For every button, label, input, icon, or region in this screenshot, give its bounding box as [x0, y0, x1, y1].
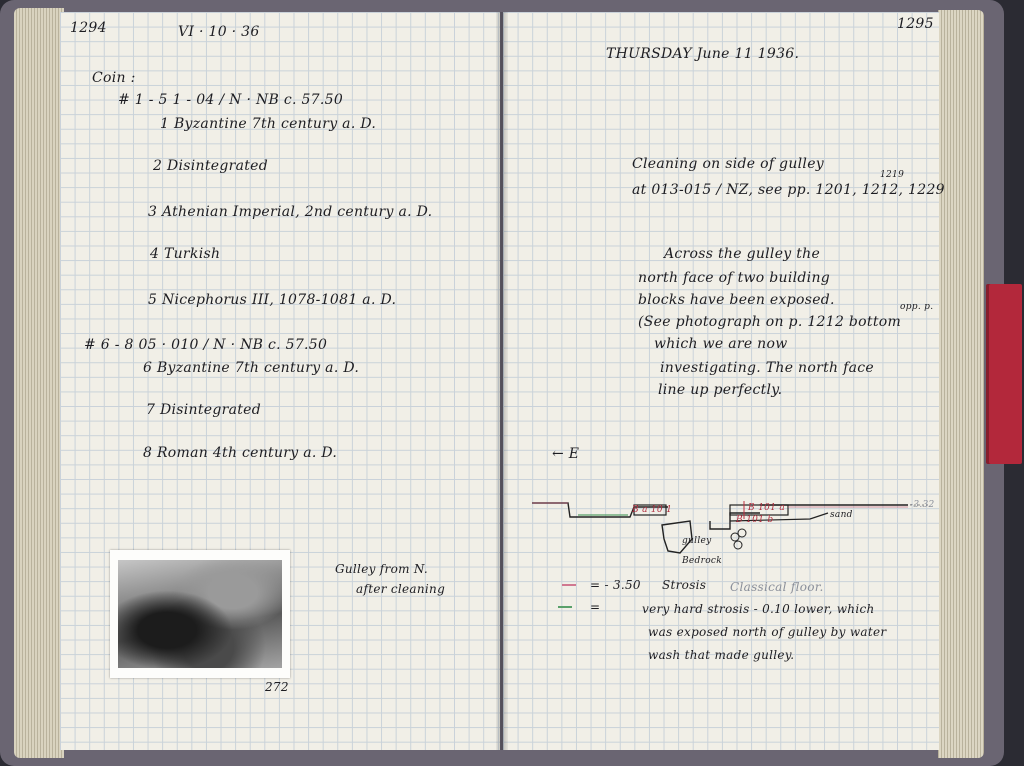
- coin-entry-3: 3 Athenian Imperial, 2nd century a. D.: [148, 204, 433, 220]
- sketch-label-gulley: gulley: [682, 536, 712, 546]
- legend-2-line3: wash that made gulley.: [648, 648, 795, 662]
- note-para2-line5: which we are now: [654, 336, 788, 352]
- note-para2-line2: north face of two building: [638, 270, 831, 286]
- coin-heading: Coin :: [92, 70, 136, 86]
- sketch-label-block-b: B 101 b: [736, 515, 774, 525]
- note-para2-margin: opp. p.: [900, 302, 934, 312]
- coin-lot-1: # 1 - 5 1 - 04 / N · NB c. 57.50: [118, 92, 344, 108]
- page-edges-right: [938, 10, 984, 758]
- legend-1-prefix: = - 3.50: [590, 578, 641, 592]
- note-para1-line1: Cleaning on side of gulley: [632, 156, 824, 172]
- photo-caption-line-1: Gulley from N.: [335, 562, 429, 576]
- right-page: [503, 12, 939, 750]
- right-page-number: 1295: [897, 16, 934, 32]
- legend-1-text: Strosis: [662, 578, 707, 592]
- sketch-label-sand: sand: [830, 510, 853, 520]
- pasted-photograph: [110, 550, 290, 678]
- coin-entry-4: 4 Turkish: [150, 246, 221, 262]
- note-para2-line7: line up perfectly.: [658, 382, 783, 398]
- direction-label: ← E: [552, 446, 580, 462]
- sketch-label-block-left: B a 10 1: [632, 505, 673, 515]
- sketch-label-level: -3.32: [910, 500, 935, 510]
- note-para2-line4: (See photograph on p. 1212 bottom: [638, 314, 902, 330]
- note-para2-line6: investigating. The north face: [660, 360, 874, 376]
- coin-entry-2: 2 Disintegrated: [153, 158, 269, 174]
- page-edges-left: [14, 8, 64, 758]
- sketch-label-block-a: B 101 a: [748, 503, 785, 513]
- legend-swatch-pink: [562, 584, 576, 586]
- photo-number: 272: [265, 680, 289, 694]
- legend-2-prefix: =: [590, 600, 601, 614]
- note-para2-line1: Across the gulley the: [664, 246, 821, 262]
- bookmark-ribbon[interactable]: [986, 284, 1022, 464]
- legend-2-line2: was exposed north of gulley by water: [648, 625, 887, 639]
- right-date-header: THURSDAY June 11 1936.: [606, 46, 800, 62]
- note-para1-line2: at 013-015 / NZ, see pp. 1201, 1212, 1229: [632, 182, 945, 198]
- photo-image-gulley: [118, 560, 282, 668]
- note-para1-superscript: 1219: [880, 170, 905, 180]
- book-gutter: [496, 12, 508, 750]
- legend-swatch-green: [558, 606, 572, 608]
- coin-entry-7: 7 Disintegrated: [146, 402, 262, 418]
- coin-entry-6: 6 Byzantine 7th century a. D.: [143, 360, 360, 376]
- left-date-header: VI · 10 · 36: [178, 24, 260, 40]
- coin-entry-1: 1 Byzantine 7th century a. D.: [160, 116, 377, 132]
- section-sketch: [530, 495, 935, 575]
- sketch-label-bedrock: Bedrock: [682, 556, 723, 566]
- coin-lot-2: # 6 - 8 05 · 010 / N · NB c. 57.50: [84, 337, 328, 353]
- coin-entry-5: 5 Nicephorus III, 1078-1081 a. D.: [148, 292, 397, 308]
- note-para2-line3: blocks have been exposed.: [638, 292, 835, 308]
- left-page-number: 1294: [70, 20, 107, 36]
- photo-caption-line-2: after cleaning: [356, 582, 446, 596]
- legend-1-note: Classical floor.: [730, 580, 824, 594]
- coin-entry-8: 8 Roman 4th century a. D.: [143, 445, 338, 461]
- legend-2-line1: very hard strosis - 0.10 lower, which: [642, 602, 875, 616]
